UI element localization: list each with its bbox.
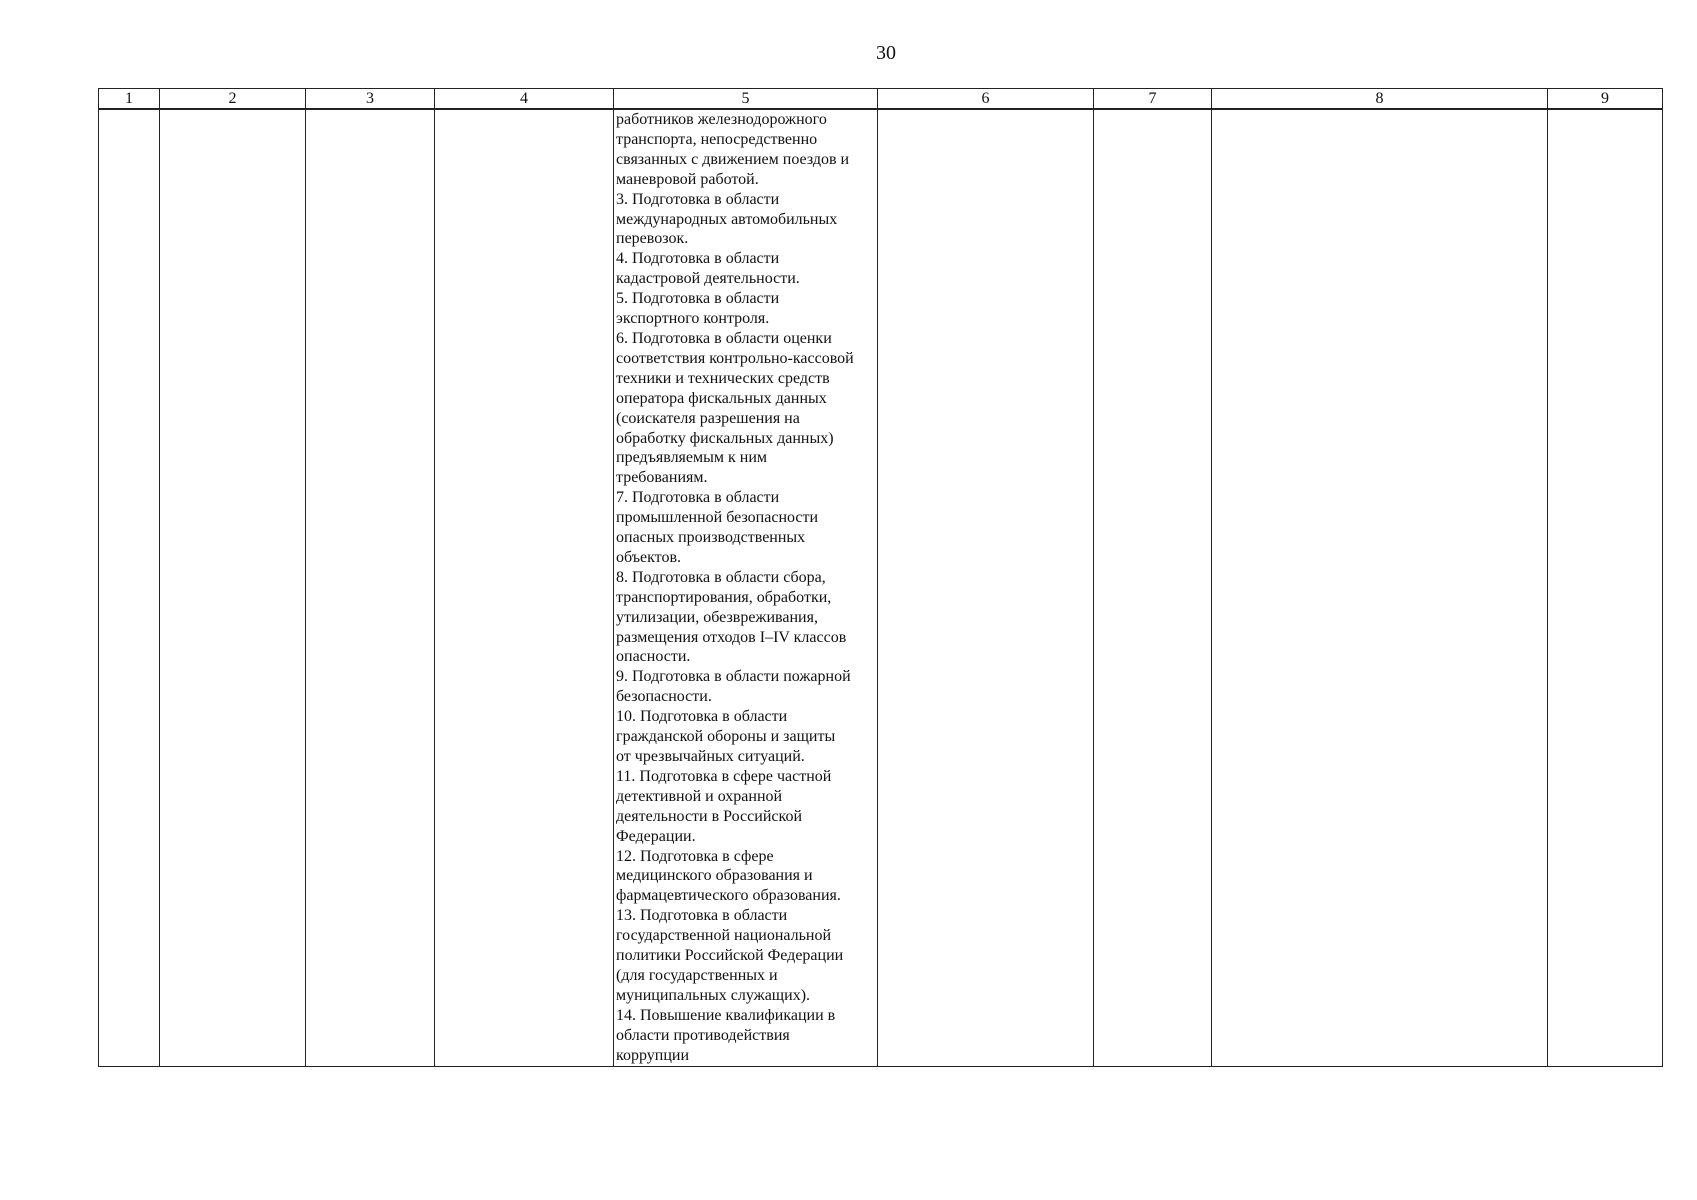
cell-col-4 <box>435 109 614 1066</box>
column-header-8: 8 <box>1212 89 1548 110</box>
training-entry-3: 3. Подготовка в области международных автомобильных перевозок. <box>616 190 838 248</box>
cell-col-5 <box>614 109 878 1066</box>
column-header-5: 5 <box>614 89 878 110</box>
column-header-9: 9 <box>1548 89 1663 110</box>
cell-col-7 <box>1094 109 1212 1066</box>
page-number: 30 <box>876 42 896 64</box>
cell-col-3 <box>306 109 435 1066</box>
training-entry-cont: работников железнодорожного транспорта, непосредственно связанных с движением поездов и маневровой работой. <box>616 111 850 188</box>
training-entry-8: 8. Подготовка в области сбора, транспортирования, обработки, утилизации, обезвреживания, размещения отходов I–IV классов опасности. <box>616 568 847 666</box>
cell-col-1 <box>99 109 160 1066</box>
table-header-row <box>99 89 1663 110</box>
column-header-2: 2 <box>160 89 306 110</box>
table-row <box>99 109 1663 1066</box>
training-entry-6: 6. Подготовка в области оценки соответствия контрольно-кассовой техники и технических средств оператора фискальных данных (соискателя разрешения на обработку фискальных данных) предъявляемым к ним требованиям. <box>616 329 854 487</box>
training-entry-4: 4. Подготовка в области кадастровой деятельности. <box>616 250 800 288</box>
training-entry-7: 7. Подготовка в области промышленной безопасности опасных производственных объектов. <box>616 489 819 566</box>
cell-col-2 <box>160 109 306 1066</box>
training-entry-11: 11. Подготовка в сфере частной детективной и охранной деятельности в Российской Федерации. <box>616 767 832 845</box>
column-header-1: 1 <box>99 89 160 110</box>
training-entry-13: 13. Подготовка в области государственной национальной политики Российской Федерации (для государственных и муниципальных служащих). <box>616 907 844 1004</box>
training-entry-10: 10. Подготовка в области гражданской обороны и защиты от чрезвычайных ситуаций. <box>616 708 836 765</box>
column-header-4: 4 <box>435 89 614 110</box>
training-entry-12: 12. Подготовка в сфере медицинского образования и фармацевтического образования. <box>616 847 841 905</box>
cell-col-9 <box>1548 109 1663 1066</box>
training-entry-14: 14. Повышение квалификации в области противодействия коррупции <box>616 1006 836 1064</box>
training-entry-5: 5. Подготовка в области экспортного контроля. <box>616 290 780 328</box>
column-header-3: 3 <box>306 89 435 110</box>
column-header-7: 7 <box>1094 89 1212 110</box>
training-entry-9: 9. Подготовка в области пожарной безопасности. <box>616 668 851 706</box>
cell-col-8 <box>1212 109 1548 1066</box>
column-header-6: 6 <box>878 89 1094 110</box>
cell-col-6 <box>878 109 1094 1066</box>
document-table <box>98 88 1663 1067</box>
